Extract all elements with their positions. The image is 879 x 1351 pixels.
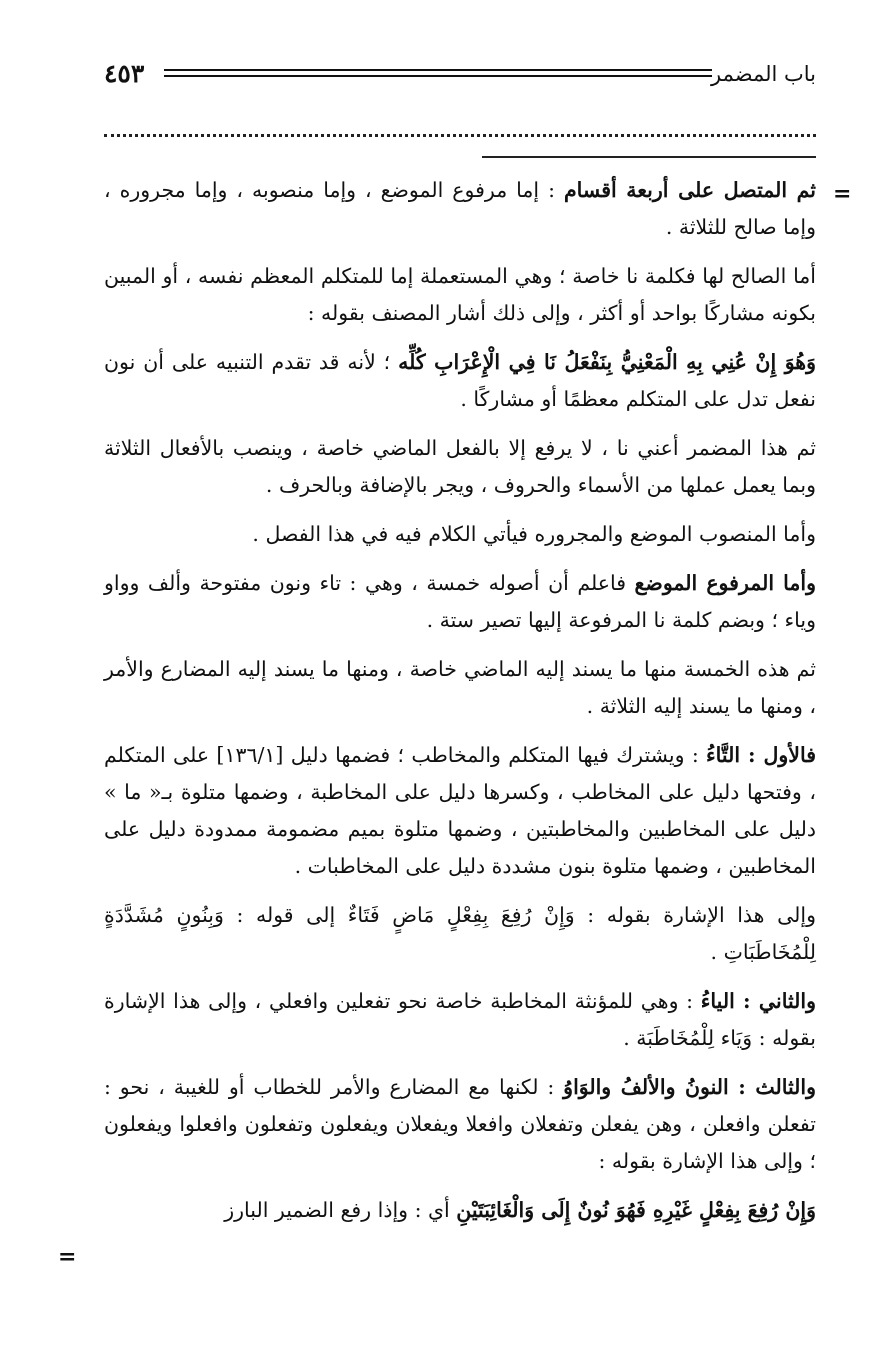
paragraph-text: : وهي للمؤنثة المخاطبة خاصة نحو تفعلين وافعلي ، وإلى هذا الإشارة بقوله : وَيَاء لِلْمُخَاطَبَة .: [104, 989, 816, 1050]
paragraph: [104, 516, 816, 553]
paragraph-text: : إما مرفوع الموضع ، وإما منصوبه ، وإما مجروره ، وإما صالح للثلاثة .: [104, 178, 816, 239]
paragraph: [104, 1069, 816, 1180]
chapter-title: باب المضمر: [711, 62, 816, 86]
bottom-continuation-mark: =: [58, 1244, 77, 1270]
page-header: [104, 54, 816, 94]
paragraph-text: وأما المنصوب الموضع والمجروره فيأتي الكلام فيه في هذا الفصل .: [252, 522, 816, 546]
page-number: ٤٥٣: [104, 59, 145, 88]
paragraph-lead: فالأول : التَّاءُ: [706, 743, 816, 767]
paragraph-text: : ويشترك فيها المتكلم والمخاطب ؛ فضمها دليل [١٣٦/١] على المتكلم ، وفتحها دليل على المخاطب ، وكسرها دليل على المخاطبة ، وضمها متلوة بـ« ما » دليل على المخاطبين والمخاطبتين ، وضمها متلوة بميم مضمومة ممدودة دليل على المخاطبين ، وضمها متلوة بنون مشددة دليل على المخاطبات .: [104, 743, 817, 878]
paragraph: [104, 344, 816, 418]
top-continuation-mark: =: [833, 181, 852, 207]
footnote-continuation-rule: [482, 156, 816, 158]
paragraph-text: ثم هذه الخمسة منها ما يسند إليه الماضي خاصة ، ومنها ما يسند إليه المضارع والأمر ، ومنها ما يسند إليه الثلاثة .: [104, 657, 816, 718]
paragraph-text: أي : وإذا رفع الضمير البارز: [224, 1198, 457, 1222]
paragraph: [104, 172, 816, 246]
paragraph-text: ثم هذا المضمر أعني نا ، لا يرفع إلا بالفعل الماضي خاصة ، وينصب بالأفعال الثلاثة وبما يعمل عملها من الأسماء والحروف ، ويجر بالإضافة وبالحرف .: [104, 436, 816, 497]
paragraph-lead: وَإِنْ رُفِعَ بِفِعْلٍ غَيْرِهِ فَهُوَ نُونٌ إِلَى وَالْغَائِبَتَيْنِ: [456, 1198, 816, 1222]
paragraph: [104, 651, 816, 725]
header-double-rule: [164, 69, 712, 77]
paragraph: [104, 737, 816, 885]
paragraph-text: وإلى هذا الإشارة بقوله : وَإِنْ رُفِعَ بِفِعْلٍ مَاضٍ فَتَاءٌ إلى قوله : وَبِنُونٍ مُشَدَّدَةٍ لِلْمُخَاطَبَاتِ .: [104, 903, 816, 964]
dotted-separator: [104, 134, 816, 137]
paragraph: [104, 565, 816, 639]
body-text: [104, 172, 816, 1241]
paragraph: [104, 430, 816, 504]
paragraph-text: فاعلم أن أصوله خمسة ، وهي : تاء ونون مفتوحة وألف وواو وياء ؛ وبضم كلمة نا المرفوعة إليها تصير ستة .: [104, 571, 816, 632]
paragraph-lead: وَهُوَ إِنْ عُنِي بِهِ الْمَعْنِيُّ بِنَفْعَلُ نَا فِي الْإِعْرَابِ كُلِّه: [398, 350, 816, 374]
paragraph-lead: والثاني : الياءُ: [700, 989, 816, 1013]
paragraph-lead: وأما المرفوع الموضع: [634, 571, 816, 595]
paragraph-text: : لكنها مع المضارع والأمر للخطاب أو للغيبة ، نحو : تفعلن وافعلن ، وهن يفعلن وتفعلان وافعلا ويفعلان ويفعلون وتفعلون وافعلوا ويفعلون ؛ وإلى هذا الإشارة بقوله :: [104, 1075, 816, 1173]
paragraph: [104, 258, 816, 332]
paragraph-lead: ثم المتصل على أربعة أقسام: [563, 178, 816, 202]
paragraph-text: ؛ لأنه قد تقدم التنبيه على أن نون نفعل تدل على المتكلم معظمًا أو مشاركًا .: [104, 350, 816, 411]
paragraph: [104, 897, 816, 971]
paragraph: [104, 983, 816, 1057]
paragraph-lead: والثالث : النونُ والألفُ والوَاوُ: [563, 1075, 816, 1099]
paragraph-text: أما الصالح لها فكلمة نا خاصة ؛ وهي المستعملة إما للمتكلم المعظم نفسه ، أو المبين بكونه مشاركًا بواحد أو أكثر ، وإلى ذلك أشار المصنف بقوله :: [104, 264, 816, 325]
paragraph: [104, 1192, 816, 1229]
